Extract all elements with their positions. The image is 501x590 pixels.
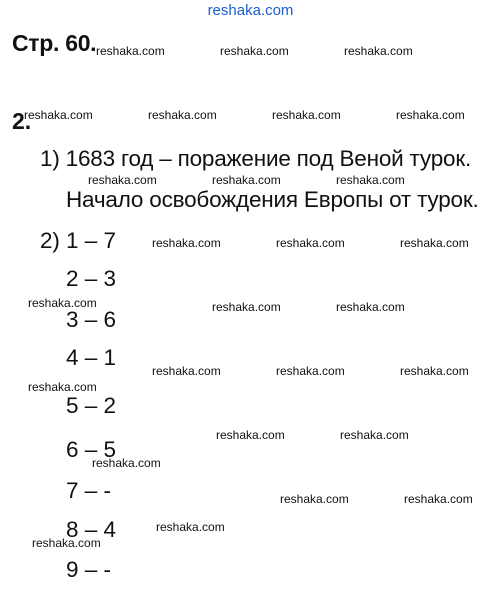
watermark: reshaka.com	[276, 364, 345, 378]
watermark: reshaka.com	[336, 300, 405, 314]
watermark: reshaka.com	[28, 296, 97, 310]
match-pair: 6 – 5	[66, 437, 117, 462]
match-pair: 3 – 6	[66, 307, 117, 332]
watermark: reshaka.com	[96, 44, 165, 58]
watermark: reshaka.com	[336, 173, 405, 187]
watermark: reshaka.com	[216, 428, 285, 442]
watermark: reshaka.com	[88, 173, 157, 187]
watermark: reshaka.com	[396, 108, 465, 122]
answer-1-line-2: Начало освобождения Европы от турок.	[66, 187, 479, 212]
match-pair: 8 – 4	[66, 517, 117, 542]
task-number: 2.	[12, 108, 32, 134]
watermark: reshaka.com	[24, 108, 93, 122]
watermark: reshaka.com	[400, 364, 469, 378]
watermark: reshaka.com	[400, 236, 469, 250]
match-pair: 9 – -	[66, 557, 112, 582]
watermark: reshaka.com	[280, 492, 349, 506]
watermark: reshaka.com	[340, 428, 409, 442]
watermark: reshaka.com	[404, 492, 473, 506]
match-pair: 5 – 2	[66, 393, 117, 418]
watermark: reshaka.com	[344, 44, 413, 58]
watermark: reshaka.com	[212, 173, 281, 187]
watermark: reshaka.com	[148, 108, 217, 122]
watermark: reshaka.com	[92, 456, 161, 470]
watermark: reshaka.com	[272, 108, 341, 122]
watermark: reshaka.com	[220, 44, 289, 58]
match-pair: 2 – 3	[66, 266, 117, 291]
answer-1-line-1: 1) 1683 год – поражение под Веной турок.	[40, 146, 472, 171]
watermark: reshaka.com	[152, 364, 221, 378]
watermark: reshaka.com	[212, 300, 281, 314]
watermark: reshaka.com	[28, 380, 97, 394]
watermark: reshaka.com	[32, 536, 101, 550]
watermark: reshaka.com	[152, 236, 221, 250]
match-pair: 4 – 1	[66, 345, 117, 370]
watermark: reshaka.com	[156, 520, 225, 534]
match-pair: 1 – 7	[66, 228, 117, 253]
watermark: reshaka.com	[276, 236, 345, 250]
match-pair: 7 – -	[66, 478, 112, 503]
answer-2-label: 2)	[40, 228, 60, 253]
site-header-link[interactable]: reshaka.com	[207, 2, 294, 19]
page-title: Стр. 60.	[12, 30, 97, 56]
